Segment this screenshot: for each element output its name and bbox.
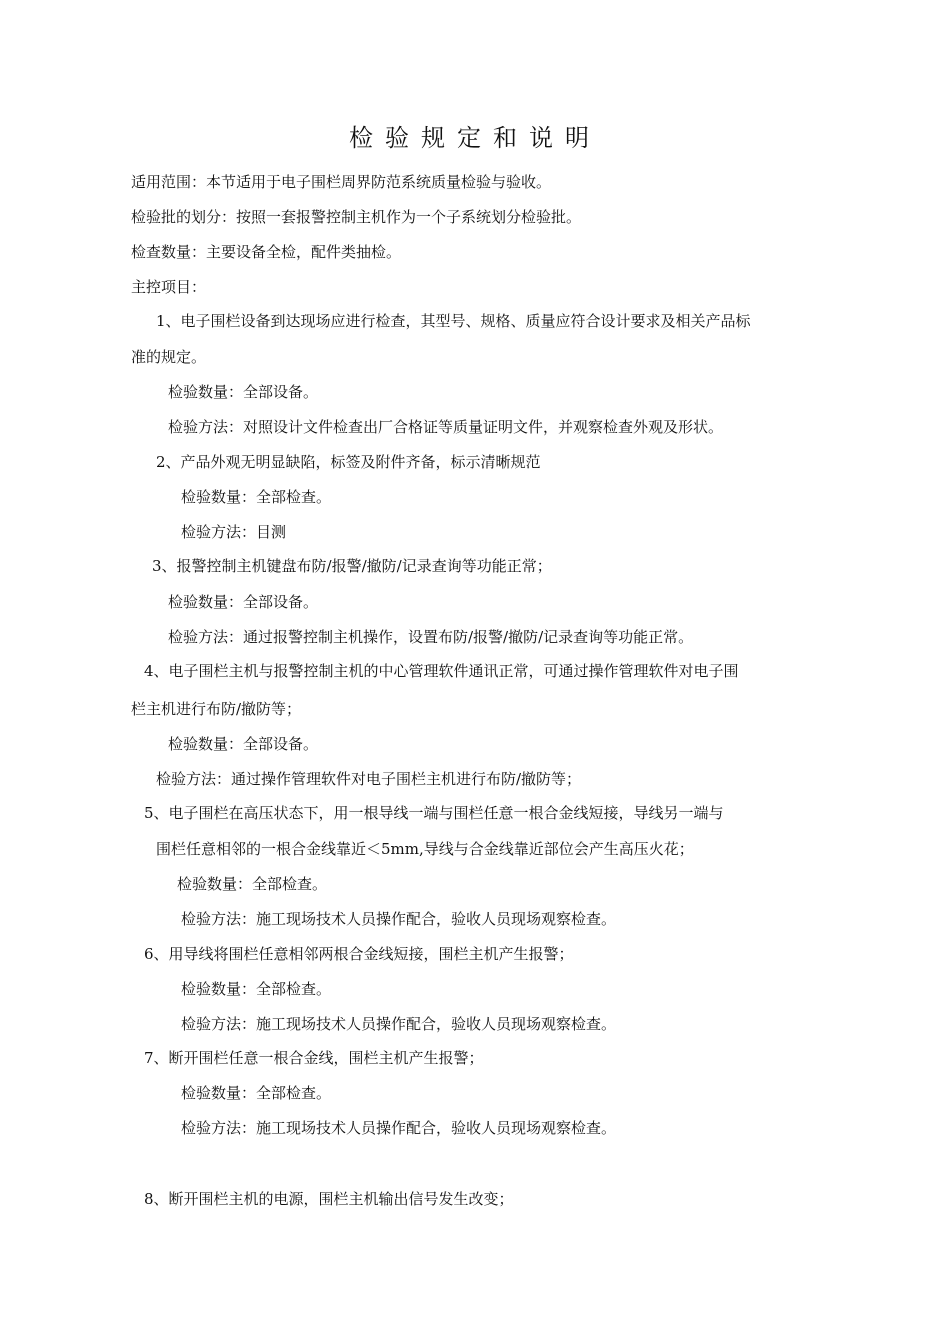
item-4-text-cont: 栏主机进行布防/撤防等； — [131, 700, 302, 718]
batch-text: 检验批的划分：按照一套报警控制主机作为一个子系统划分检验批。 — [131, 208, 582, 226]
item-2-qty: 检验数量：全部检查。 — [181, 488, 332, 506]
item-5-qty: 检验数量：全部检查。 — [177, 875, 328, 893]
document-title: 检验规定和说明 — [349, 124, 601, 152]
item-1-text: 1、电子围栏设备到达现场应进行检查，其型号、规格、质量应符合设计要求及相关产品标 — [156, 312, 751, 330]
item-4-text: 4、电子围栏主机与报警控制主机的中心管理软件通讯正常，可通过操作管理软件对电子围 — [144, 662, 739, 680]
item-1-text-cont: 准的规定。 — [131, 348, 207, 366]
item-1-method: 检验方法：对照设计文件检查出厂合格证等质量证明文件，并观察检查外观及形状。 — [168, 418, 724, 436]
main-items-heading: 主控项目： — [131, 278, 207, 296]
item-2-method: 检验方法：目测 — [181, 523, 287, 541]
item-5-text: 5、电子围栏在高压状态下，用一根导线一端与围栏任意一根合金线短接，导线另一端与 — [144, 804, 724, 822]
item-4-method: 检验方法：通过操作管理软件对电子围栏主机进行布防/撤防等； — [156, 770, 582, 788]
quantity-text: 检查数量：主要设备全检，配件类抽检。 — [131, 243, 402, 261]
item-6-text: 6、用导线将围栏任意相邻两根合金线短接，围栏主机产生报警； — [144, 945, 574, 963]
item-7-qty: 检验数量：全部检查。 — [181, 1084, 332, 1102]
item-5-method: 检验方法：施工现场技术人员操作配合，验收人员现场观察检查。 — [181, 910, 617, 928]
item-6-qty: 检验数量：全部检查。 — [181, 980, 332, 998]
item-3-method: 检验方法：通过报警控制主机操作，设置布防/报警/撤防/记录查询等功能正常。 — [168, 628, 694, 646]
item-7-text: 7、断开围栏任意一根合金线，围栏主机产生报警； — [144, 1049, 484, 1067]
item-6-method: 检验方法：施工现场技术人员操作配合，验收人员现场观察检查。 — [181, 1015, 617, 1033]
item-3-qty: 检验数量：全部设备。 — [168, 593, 319, 611]
item-8-text: 8、断开围栏主机的电源，围栏主机输出信号发生改变； — [144, 1190, 514, 1208]
item-5-text-cont: 围栏任意相邻的一根合金线靠近＜5mm,导线与合金线靠近部位会产生高压火花； — [156, 840, 694, 858]
item-7-method: 检验方法：施工现场技术人员操作配合，验收人员现场观察检查。 — [181, 1119, 617, 1137]
item-3-text: 3、报警控制主机键盘布防/报警/撤防/记录查询等功能正常； — [152, 557, 552, 575]
scope-text: 适用范围：本节适用于电子围栏周界防范系统质量检验与验收。 — [131, 173, 552, 191]
item-1-qty: 检验数量：全部设备。 — [168, 383, 319, 401]
item-4-qty: 检验数量：全部设备。 — [168, 735, 319, 753]
item-2-text: 2、产品外观无明显缺陷，标签及附件齐备，标示清晰规范 — [156, 453, 541, 471]
